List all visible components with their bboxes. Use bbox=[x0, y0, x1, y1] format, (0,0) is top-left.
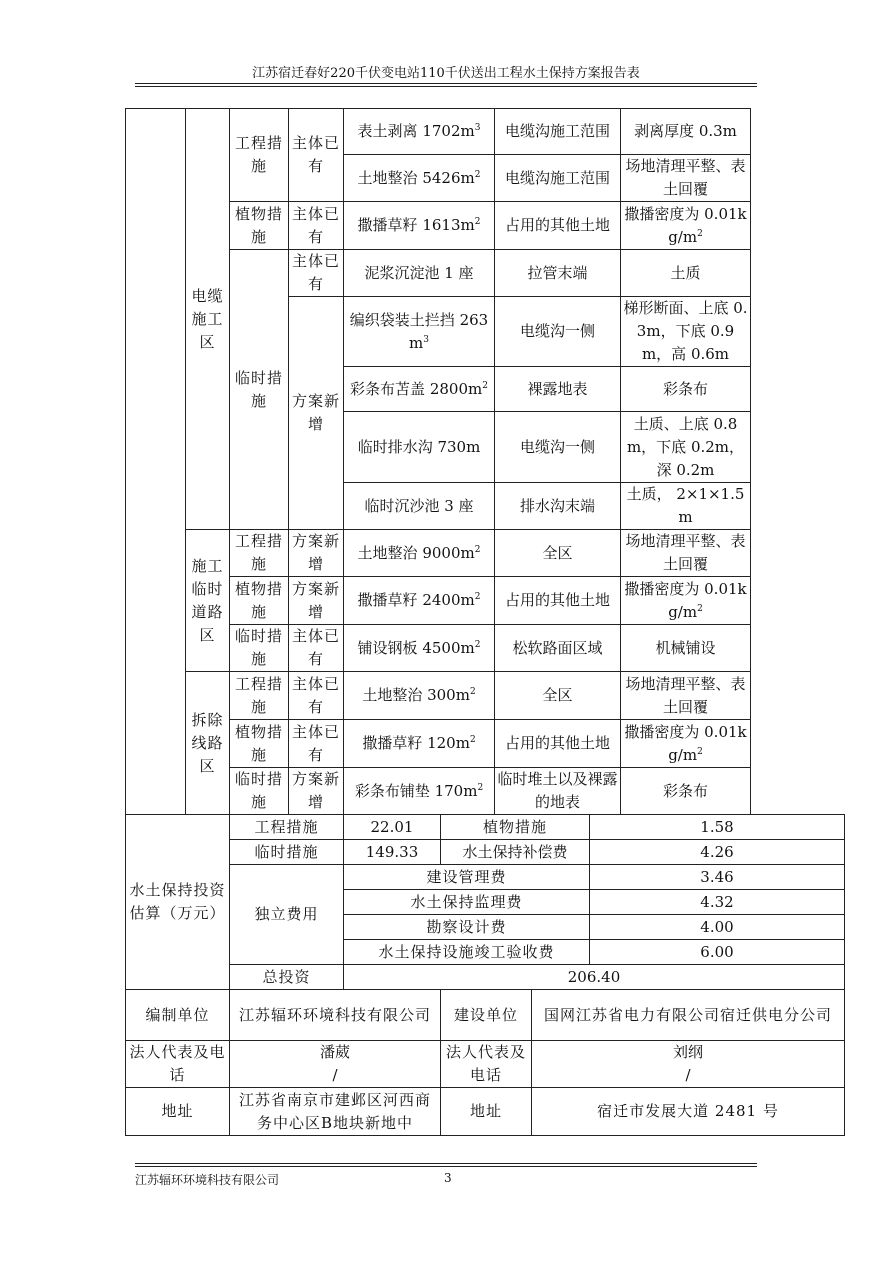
source-main: 主体已有 bbox=[289, 202, 344, 250]
measure-cell: 表土剥离 $1702m^3$ bbox=[344, 109, 495, 155]
inv-mgmt-value: 3.46 bbox=[590, 865, 845, 890]
note-cell: 土质 bbox=[621, 250, 751, 297]
build-unit-value: 国网江苏省电力有限公司宿迁供电分公司 bbox=[532, 990, 845, 1041]
build-unit-label: 建设单位 bbox=[441, 990, 532, 1041]
location-cell: 全区 bbox=[495, 672, 621, 720]
prep-unit-value: 江苏辐环环境科技有限公司 bbox=[230, 990, 441, 1041]
measure-cell: 撒播草籽 $1613m^2$ bbox=[344, 202, 495, 250]
address-value: 江苏省南京市建邺区河西商务中心区B地块新地中 bbox=[230, 1088, 441, 1136]
location-cell: 占用的其他土地 bbox=[495, 577, 621, 625]
header-rule bbox=[135, 83, 757, 84]
header-rule-double bbox=[135, 86, 757, 87]
measure-cell: 土地整治 $300m^2$ bbox=[344, 672, 495, 720]
inv-comp-value: 4.26 bbox=[590, 840, 845, 865]
prep-unit-label: 编制单位 bbox=[126, 990, 230, 1041]
note-cell: 彩条布 bbox=[621, 367, 751, 412]
location-cell: 裸露地表 bbox=[495, 367, 621, 412]
inv-supv-label: 水土保持监理费 bbox=[344, 890, 590, 915]
footer-company: 江苏辐环环境科技有限公司 bbox=[135, 1173, 280, 1187]
page-number: 3 bbox=[444, 1171, 452, 1185]
measure-cell: 临时沉沙池 3 座 bbox=[344, 483, 495, 530]
note-cell: 场地清理平整、表土回覆 bbox=[621, 530, 751, 577]
source-plan: 方案新增 bbox=[289, 768, 344, 815]
note-cell: 撒播密度为 $0.01kg/m^2$ bbox=[621, 577, 751, 625]
inv-indep-label: 独立费用 bbox=[230, 865, 344, 965]
note-cell: 土质、上底 0.8m，下底 0.2m，深 0.2m bbox=[621, 412, 751, 483]
inv-comp-label: 水土保持补偿费 bbox=[441, 840, 590, 865]
inv-accept-label: 水土保持设施竣工验收费 bbox=[344, 940, 590, 965]
location-cell: 占用的其他土地 bbox=[495, 202, 621, 250]
inv-eng-label: 工程措施 bbox=[230, 815, 344, 840]
type-temporary: 临时措施 bbox=[230, 250, 289, 530]
legal-rep-label-2: 法人代表及电话 bbox=[441, 1041, 532, 1088]
footer-rule bbox=[135, 1163, 757, 1164]
note-cell: 场地清理平整、表土回覆 bbox=[621, 155, 751, 202]
inv-plant-label: 植物措施 bbox=[441, 815, 590, 840]
type-engineering: 工程措施 bbox=[230, 672, 289, 720]
note-cell: 机械铺设 bbox=[621, 625, 751, 672]
measure-cell: 泥浆沉淀池 1 座 bbox=[344, 250, 495, 297]
address-label: 地址 bbox=[126, 1088, 230, 1136]
note-cell: 撒播密度为 $0.01kg/m^2$ bbox=[621, 720, 751, 768]
inv-total-label: 总投资 bbox=[230, 965, 344, 990]
measure-cell: 彩条布铺垫 $170m^2$ bbox=[344, 768, 495, 815]
type-temporary: 临时措施 bbox=[230, 768, 289, 815]
address-value-2: 宿迁市发展大道 2481 号 bbox=[532, 1088, 845, 1136]
location-cell: 占用的其他土地 bbox=[495, 720, 621, 768]
source-main: 主体已有 bbox=[289, 250, 344, 297]
measure-cell: 铺设钢板 $4500m^2$ bbox=[344, 625, 495, 672]
location-cell: 电缆沟施工范围 bbox=[495, 109, 621, 155]
page-header-title: 江苏宿迁春好220千伏变电站110千伏送出工程水土保持方案报告表 bbox=[252, 66, 640, 81]
legal-rep-label: 法人代表及电话 bbox=[126, 1041, 230, 1088]
location-cell: 全区 bbox=[495, 530, 621, 577]
type-temporary: 临时措施 bbox=[230, 625, 289, 672]
type-plant: 植物措施 bbox=[230, 577, 289, 625]
source-plan: 方案新增 bbox=[289, 530, 344, 577]
inv-mgmt-label: 建设管理费 bbox=[344, 865, 590, 890]
source-main: 主体已有 bbox=[289, 109, 344, 202]
note-cell: 梯形断面、上底 0.3m，下底 0.9m，高 0.6m bbox=[621, 297, 751, 367]
source-plan: 方案新增 bbox=[289, 297, 344, 530]
measure-cell: 临时排水沟 730m bbox=[344, 412, 495, 483]
area-demolition: 拆除线路区 bbox=[186, 672, 230, 815]
area-cable: 电缆施工区 bbox=[186, 109, 230, 530]
location-cell: 拉管末端 bbox=[495, 250, 621, 297]
inv-temp-label: 临时措施 bbox=[230, 840, 344, 865]
inv-total-value: 206.40 bbox=[344, 965, 845, 990]
inv-accept-value: 6.00 bbox=[590, 940, 845, 965]
location-cell: 电缆沟一侧 bbox=[495, 412, 621, 483]
location-cell: 排水沟末端 bbox=[495, 483, 621, 530]
measure-cell: 撒播草籽 $2400m^2$ bbox=[344, 577, 495, 625]
footer-rule-double bbox=[135, 1166, 757, 1167]
note-cell: 土质， 2×1×1.5m bbox=[621, 483, 751, 530]
location-cell: 电缆沟施工范围 bbox=[495, 155, 621, 202]
note-cell: 剥离厚度 0.3m bbox=[621, 109, 751, 155]
inv-design-value: 4.00 bbox=[590, 915, 845, 940]
soil-conservation-table bbox=[125, 108, 845, 1136]
type-engineering: 工程措施 bbox=[230, 530, 289, 577]
inv-design-label: 勘察设计费 bbox=[344, 915, 590, 940]
source-main: 主体已有 bbox=[289, 625, 344, 672]
source-main: 主体已有 bbox=[289, 672, 344, 720]
note-cell: 场地清理平整、表土回覆 bbox=[621, 672, 751, 720]
inv-plant-value: 1.58 bbox=[590, 815, 845, 840]
inv-eng-value: 22.01 bbox=[344, 815, 441, 840]
type-engineering: 工程措施 bbox=[230, 109, 289, 202]
inv-temp-value: 149.33 bbox=[344, 840, 441, 865]
source-main: 主体已有 bbox=[289, 720, 344, 768]
measure-cell: 编织袋装土拦挡 $263m^3$ bbox=[344, 297, 495, 367]
location-cell: 临时堆土以及裸露的地表 bbox=[495, 768, 621, 815]
measure-cell: 撒播草籽 $120m^2$ bbox=[344, 720, 495, 768]
location-cell: 电缆沟一侧 bbox=[495, 297, 621, 367]
location-cell: 松软路面区域 bbox=[495, 625, 621, 672]
investment-label: 水土保持投资估算（万元） bbox=[126, 815, 230, 990]
note-cell: 撒播密度为 $0.01kg/m^2$ bbox=[621, 202, 751, 250]
measure-cell: 彩条布苫盖 $2800m^2$ bbox=[344, 367, 495, 412]
type-plant: 植物措施 bbox=[230, 202, 289, 250]
legal-rep-value-2: 刘纲 / bbox=[532, 1041, 845, 1088]
area-road: 施工临时道路区 bbox=[186, 530, 230, 672]
note-cell: 彩条布 bbox=[621, 768, 751, 815]
source-plan: 方案新增 bbox=[289, 577, 344, 625]
inv-supv-value: 4.32 bbox=[590, 890, 845, 915]
type-plant: 植物措施 bbox=[230, 720, 289, 768]
address-label-2: 地址 bbox=[441, 1088, 532, 1136]
measure-cell: 土地整治 $5426m^2$ bbox=[344, 155, 495, 202]
legal-rep-value: 潘葳 / bbox=[230, 1041, 441, 1088]
measure-cell: 土地整治 $9000m^2$ bbox=[344, 530, 495, 577]
measures-outer-cell bbox=[126, 109, 186, 815]
